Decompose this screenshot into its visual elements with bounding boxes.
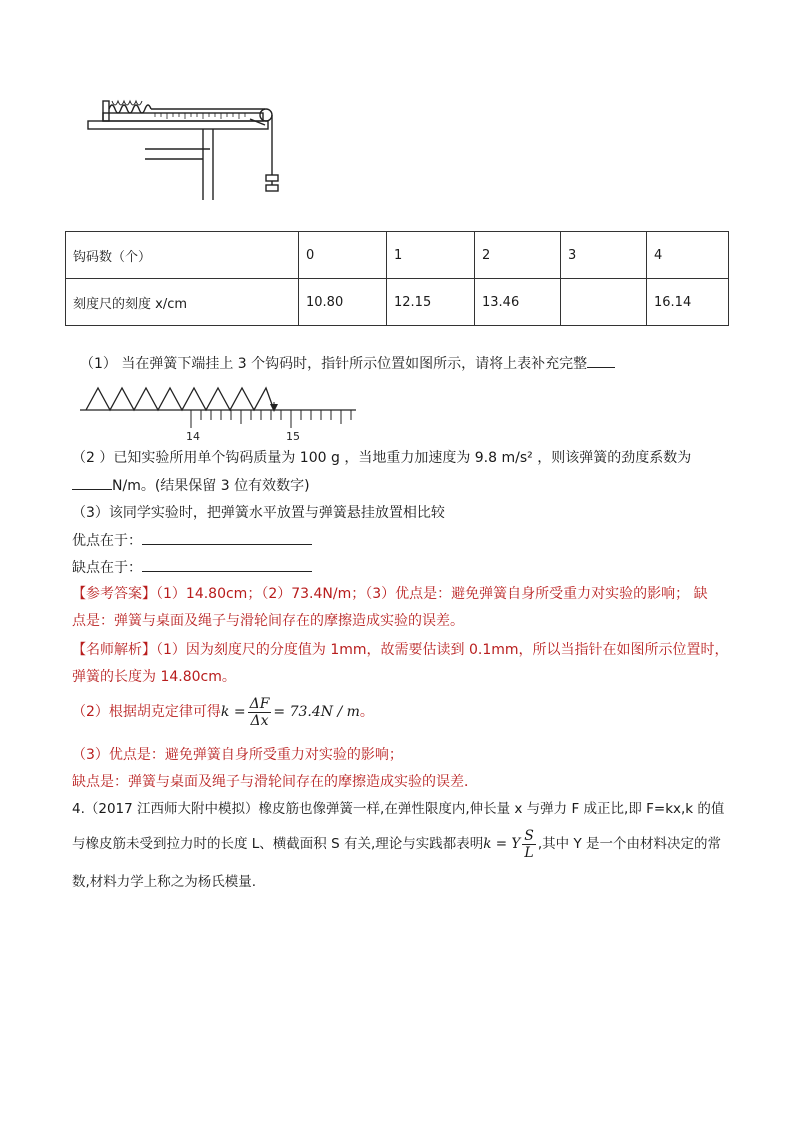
table-cell: 钩码数（个）	[66, 232, 299, 279]
answer-tag: 【参考答案】	[72, 586, 156, 602]
question-4-line3: 数,材料力学上称之为杨氏模量.	[72, 874, 257, 890]
formula-denominator-l: L	[524, 844, 534, 861]
ruler-label-15: 15	[286, 430, 300, 442]
question-1-text: （1） 当在弹簧下端挂上 3 个钩码时，指针所示位置如图所示，请将上表补充完整	[80, 356, 588, 372]
question-2-line2	[72, 475, 310, 496]
table-cell: 2	[475, 232, 561, 279]
question-4-line2-text: 与橡皮筋未受到拉力时的长度 L、横截面积 S 有关,理论与实践都表明	[72, 836, 484, 852]
table-cell: 0	[299, 232, 387, 279]
question-1	[80, 353, 615, 374]
table-cell: 12.15	[387, 279, 475, 326]
disadvantage-line	[72, 557, 312, 578]
analysis-text: （1）因为刻度尺的分度值为 1mm，故需要估读到 0.1mm，所以当指针在如图所示位置时，	[156, 642, 729, 658]
answer-line1	[72, 584, 708, 604]
formula-numerator-s: S	[524, 827, 534, 844]
table-cell	[561, 279, 647, 326]
table-row	[66, 232, 729, 279]
formula-numerator: ΔF	[249, 695, 270, 712]
ruler-label-14: 14	[186, 430, 200, 442]
analysis-line4: （3）优点是：避免弹簧自身所受重力对实验的影响；	[72, 747, 403, 763]
formula-fraction-sl	[522, 828, 536, 861]
question-2-line2-text: N/m。(结果保留 3 位有效数字)	[112, 478, 310, 494]
table-cell: 1	[387, 232, 475, 279]
table-row	[66, 279, 729, 326]
answer-text: （1）14.80cm；（2）73.4N/m；（3）优点是：避免弹簧自身所受重力对实验的影响； 缺	[156, 586, 708, 602]
table-cell: 16.14	[647, 279, 729, 326]
table-cell: 13.46	[475, 279, 561, 326]
data-table	[65, 231, 729, 326]
formula-k-ysl: k = Y	[483, 836, 521, 852]
question-4-line2-end: ,其中 Y 是一个由材料决定的常	[537, 836, 721, 852]
table-cell: 刻度尺的刻度 x/cm	[66, 279, 299, 326]
table-cell: 3	[561, 232, 647, 279]
analysis-line1	[72, 640, 729, 660]
advantage-label: 优点在于：	[72, 533, 142, 549]
question-3: （3）该同学实验时，把弹簧水平放置与弹簧悬挂放置相比较	[72, 505, 445, 521]
answer-blank	[587, 353, 615, 368]
analysis-line5: 缺点是：弹簧与桌面及绳子与滑轮间存在的摩擦造成实验的误差．	[72, 774, 478, 790]
answer-line2: 点是：弹簧与桌面及绳子与滑轮间存在的摩擦造成实验的误差。	[72, 613, 464, 629]
formula-denominator: Δx	[250, 712, 269, 729]
table-cell: 10.80	[299, 279, 387, 326]
answer-blank	[142, 557, 312, 572]
ruler-figure	[78, 380, 360, 442]
formula-k: k =	[220, 704, 246, 720]
analysis-line3-text: （2）根据胡克定律可得	[72, 704, 221, 720]
formula-fraction	[248, 696, 272, 729]
disadvantage-label: 缺点在于：	[72, 560, 142, 576]
analysis-line3	[72, 694, 374, 730]
question-2-line1: （2 ）已知实验所用单个钩码质量为 100 g ，当地重力加速度为 9.8 m/s² ，则该弹簧的劲度系数为	[72, 450, 692, 466]
answer-blank	[72, 475, 112, 490]
apparatus-figure	[85, 97, 295, 202]
question-4-line2	[72, 826, 721, 862]
advantage-line	[72, 530, 312, 551]
answer-blank	[142, 530, 312, 545]
analysis-line3-end: 。	[359, 704, 374, 720]
question-4-line1: 4.（2017 江西师大附中模拟）橡皮筋也像弹簧一样,在弹性限度内,伸长量 x 与弹力 F 成正比,即 F=kx,k 的值	[72, 801, 725, 817]
formula-result: = 73.4N / m	[273, 704, 360, 720]
analysis-tag: 【名师解析】	[72, 642, 156, 658]
table-cell: 4	[647, 232, 729, 279]
analysis-line2: 弹簧的长度为 14.80cm。	[72, 669, 236, 685]
